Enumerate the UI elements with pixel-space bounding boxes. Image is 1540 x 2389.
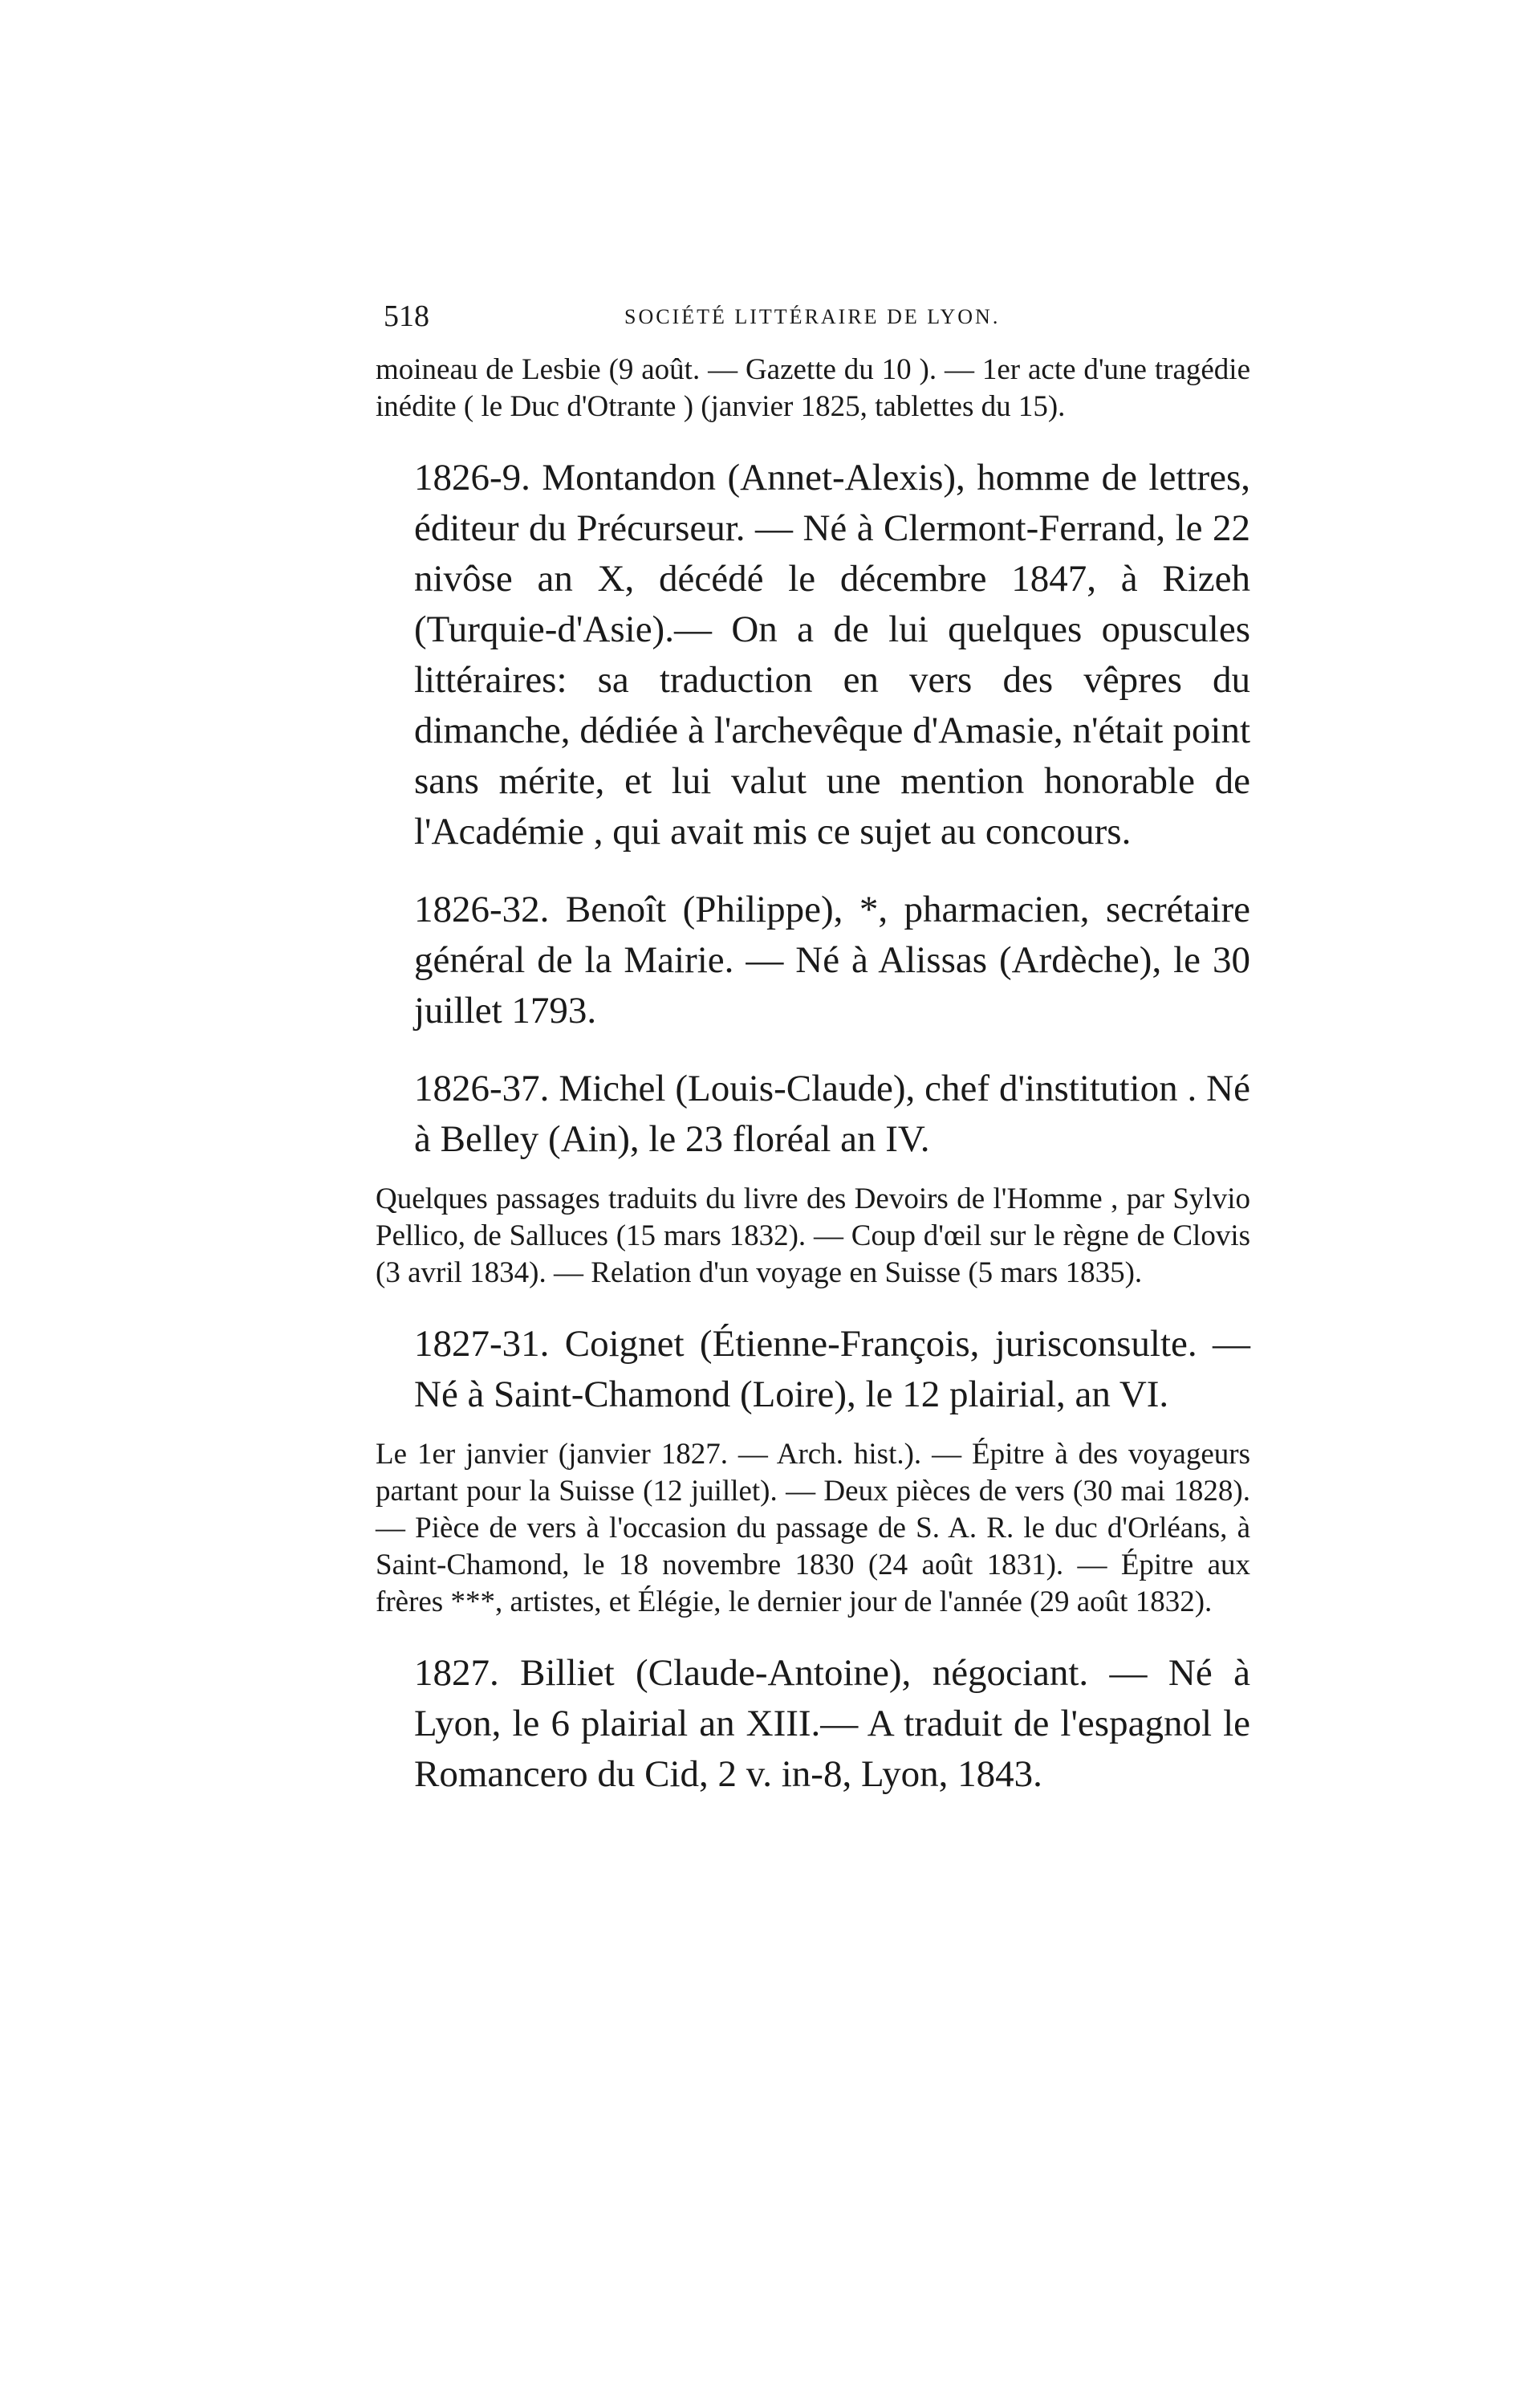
- entry-text: 1827. Billiet (Claude-Antoine), négociant. — Né à Lyon, le 6 plairial an XIII.— A traduit de l'espagnol le Romancero du Cid, 2 v. in-8, Lyon, 1843.: [414, 1652, 1250, 1795]
- entry-text: 1826-9. Montandon (Annet-Alexis), homme de lettres, éditeur du Précurseur. — Né à Clermont-Ferrand, le 22 nivôse an X, décédé le décembre 1847, à Rizeh (Turquie-d'Asie).— On a de lui quelques opuscules littéraires: sa traduction en vers des vêpres du dimanche, dédiée à l'archevêque d'Amasie, n'était point sans mérite, et lui valut une mention honorable de l'Académie , qui avait mis ce sujet au concours.: [414, 457, 1250, 853]
- entry-note: [376, 1436, 1250, 1621]
- entry-billiet: [376, 1648, 1250, 1800]
- entry-text: 1826-37. Michel (Louis-Claude), chef d'institution . Né à Belley (Ain), le 23 floréal an IV.: [414, 1068, 1250, 1160]
- entry-michel: [376, 1064, 1250, 1292]
- page-number: 518: [384, 299, 429, 333]
- text-block: [376, 352, 1250, 1800]
- entry-note-text: Quelques passages traduits du livre des Devoirs de l'Homme , par Sylvio Pellico, de Salluces (15 mars 1832). — Coup d'œil sur le règne de Clovis (3 avril 1834). — Relation d'un voyage en Suisse (5 mars 1835).: [376, 1182, 1250, 1289]
- running-title: SOCIÉTÉ LITTÉRAIRE DE LYON.: [624, 305, 1001, 328]
- continuation-paragraph: moineau de Lesbie (9 août. — Gazette du 10 ). — 1er acte d'une tragédie inédite ( le Duc d'Otrante ) (janvier 1825, tablettes du 15).: [376, 353, 1250, 423]
- page-header: [384, 299, 1250, 347]
- entry-note-text: Le 1er janvier (janvier 1827. — Arch. hist.). — Épitre à des voyageurs partant pour la Suisse (12 juillet). — Deux pièces de vers (30 mai 1828). — Pièce de vers à l'occasion du passage de S. A. R. le duc d'Orléans, à Saint-Chamond, le 18 novembre 1830 (24 août 1831). — Épitre aux frères ***, artistes, et Élégie, le dernier jour de l'année (29 août 1832).: [376, 1438, 1250, 1618]
- entry-text: 1827-31. Coignet (Étienne-François, jurisconsulte. — Né à Saint-Chamond (Loire), le 12 plairial, an VI.: [414, 1323, 1250, 1415]
- entry-text: 1826-32. Benoît (Philippe), *, pharmacien, secrétaire général de la Mairie. — Né à Alissas (Ardèche), le 30 juillet 1793.: [414, 889, 1250, 1032]
- entry-benoit: [376, 885, 1250, 1036]
- entry-note: [376, 1181, 1250, 1292]
- entry-coignet: [376, 1319, 1250, 1621]
- entry-montandon: [376, 453, 1250, 857]
